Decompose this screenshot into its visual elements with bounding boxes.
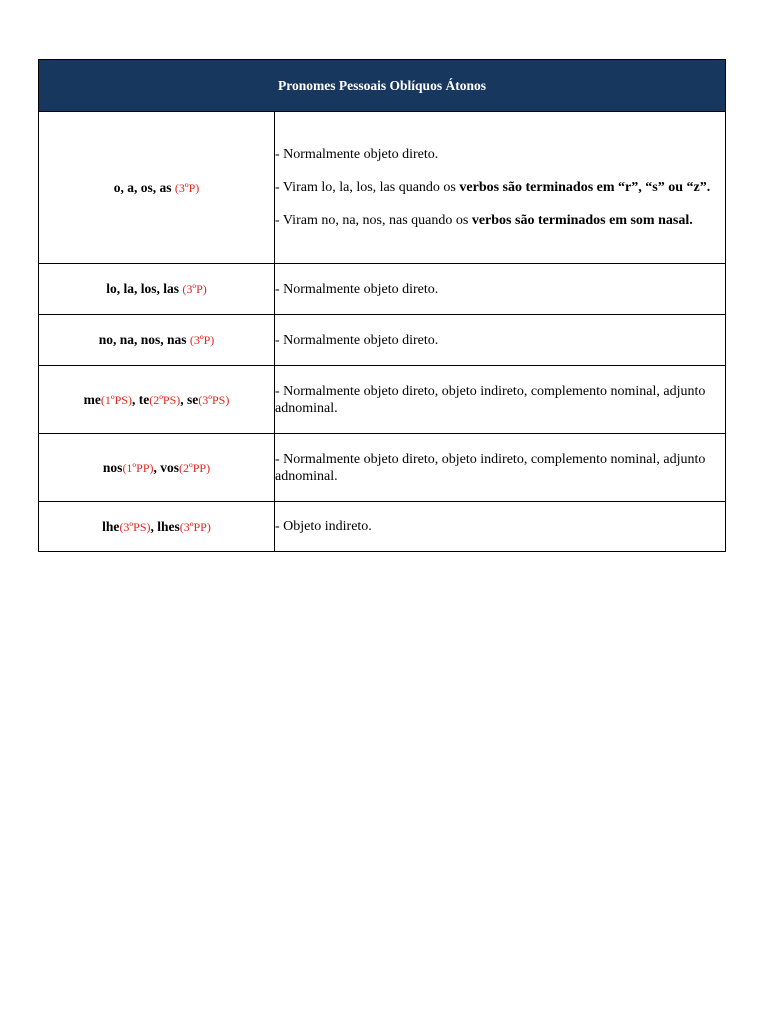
pronoun-text: , lhes xyxy=(150,518,180,534)
table-title: Pronomes Pessoais Oblíquos Átonos xyxy=(39,60,726,112)
pronoun-text: o, a, os, as xyxy=(113,179,175,195)
description-line: - Normalmente objeto direto. xyxy=(275,147,439,162)
person-marker: (3ºP) xyxy=(174,180,200,195)
table-row xyxy=(39,112,726,264)
table-row xyxy=(39,366,726,434)
description-text: - Viram lo, la, los, las quando os xyxy=(275,180,460,195)
person-marker: (2ºPP) xyxy=(179,460,211,475)
pronoun-text: no, na, nos, nas xyxy=(98,332,190,347)
table-row xyxy=(39,315,726,366)
person-marker: (3ºPP) xyxy=(179,519,211,534)
table-row xyxy=(39,264,726,315)
description-text: - Viram no, na, nos, nas quando os xyxy=(275,213,472,228)
pronoun-text: nos xyxy=(102,459,123,475)
table-row xyxy=(39,502,726,552)
pronoun-text: lhe xyxy=(102,518,120,534)
description-cell: - Objeto indireto. xyxy=(275,502,726,552)
description-cell: - Normalmente objeto direto, objeto indireto, complemento nominal, adjunto adnominal. xyxy=(275,366,726,434)
description-cell: - Normalmente objeto direto. xyxy=(275,264,726,315)
pronoun-cell xyxy=(39,112,275,264)
pronoun-cell xyxy=(39,264,275,315)
pronoun-text: , te xyxy=(131,391,150,407)
table-row xyxy=(39,434,726,502)
person-marker: (1ºPS) xyxy=(100,392,132,407)
description-cell: - Normalmente objeto direto, objeto indireto, complemento nominal, adjunto adnominal. xyxy=(275,434,726,502)
pronoun-text: lo, la, los, las xyxy=(106,281,183,296)
pronoun-cell xyxy=(39,434,275,502)
pronoun-cell xyxy=(39,366,275,434)
description-cell xyxy=(275,112,726,264)
description-emphasis: verbos são terminados em som nasal. xyxy=(471,213,693,228)
person-marker: (3ºPS) xyxy=(119,519,151,534)
pronoun-text: , vos xyxy=(153,459,180,475)
description-emphasis: verbos são terminados em “r”, “s” ou “z”. xyxy=(459,180,711,195)
pronoun-cell xyxy=(39,502,275,552)
pronoun-cell xyxy=(39,315,275,366)
table-header-row xyxy=(39,60,726,112)
person-marker: (3ºP) xyxy=(189,333,215,347)
pronoun-text: , se xyxy=(180,391,199,407)
person-marker: (3ºP) xyxy=(182,282,207,296)
person-marker: (2ºPS) xyxy=(149,392,181,407)
person-marker: (3ºPS) xyxy=(198,392,230,407)
person-marker: (1ºPP) xyxy=(122,460,154,475)
description-cell: - Normalmente objeto direto. xyxy=(275,315,726,366)
description-line xyxy=(275,212,725,229)
pronouns-table xyxy=(38,59,726,552)
description-line xyxy=(275,179,725,196)
pronoun-text: me xyxy=(83,391,101,407)
